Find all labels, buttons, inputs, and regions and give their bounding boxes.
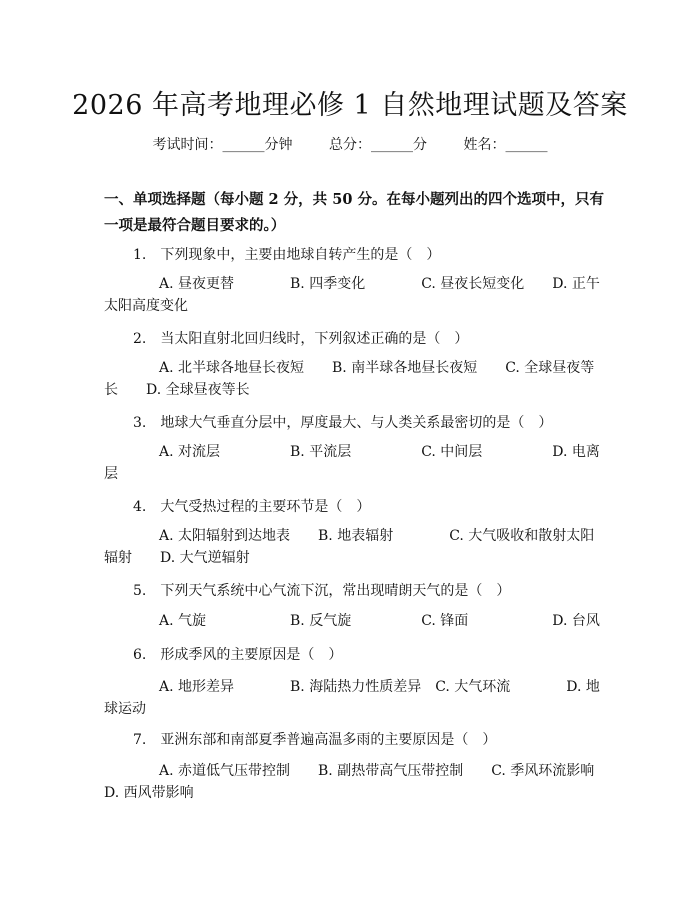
question-stem: 3. 地球大气垂直分层中，厚度最大、与人类关系最密切的是（ ）: [133, 415, 553, 431]
question-options: A. 昼夜更替 B. 四季变化 C. 昼夜长短变化 D. 正午太阳高度变化: [104, 276, 600, 314]
question-stem: 7. 亚洲东部和南部夏季普遍高温多雨的主要原因是（ ）: [133, 732, 497, 748]
question-stem: 4. 大气受热过程的主要环节是（ ）: [133, 499, 371, 515]
question-stem: 5. 下列天气系统中心气流下沉，常出现晴朗天气的是（ ）: [133, 583, 511, 599]
section-heading: 一、单项选择题（每小题 2 分，共 50 分。在每小题列出的四个选项中，只有一项是最符合题目要求的。）: [104, 191, 604, 234]
question-options: A. 赤道低气压带控制 B. 副热带高气压带控制 C. 季风环流影响 D. 西风带影响: [104, 763, 623, 801]
question-stem: 2. 当太阳直射北回归线时，下列叙述正确的是（ ）: [133, 331, 469, 347]
document-title: 2026 年高考地理必修 1 自然地理试题及答案: [72, 90, 628, 121]
question-options: A. 太阳辐射到达地表 B. 地表辐射 C. 大气吸收和散射太阳辐射 D. 大气逆辐射: [104, 528, 595, 566]
question-options: A. 对流层 B. 平流层 C. 中间层 D. 电离层: [104, 444, 600, 482]
student-name-field: 姓名：______: [463, 137, 548, 153]
question-options: A. 气旋 B. 反气旋 C. 锋面 D. 台风: [159, 613, 600, 629]
total-score-field: 总分：______分: [329, 137, 427, 153]
exam-time-field: 考试时间：______分钟: [152, 137, 293, 153]
exam-info: [0, 134, 700, 154]
question-stem: 6. 形成季风的主要原因是（ ）: [133, 647, 343, 663]
question-options: A. 地形差异 B. 海陆热力性质差异 C. 大气环流 D. 地球运动: [104, 679, 600, 717]
question-options: A. 北半球各地昼长夜短 B. 南半球各地昼长夜短 C. 全球昼夜等长 D. 全球昼夜等长: [104, 360, 595, 398]
question-stem: 1. 下列现象中，主要由地球自转产生的是（ ）: [133, 247, 441, 263]
